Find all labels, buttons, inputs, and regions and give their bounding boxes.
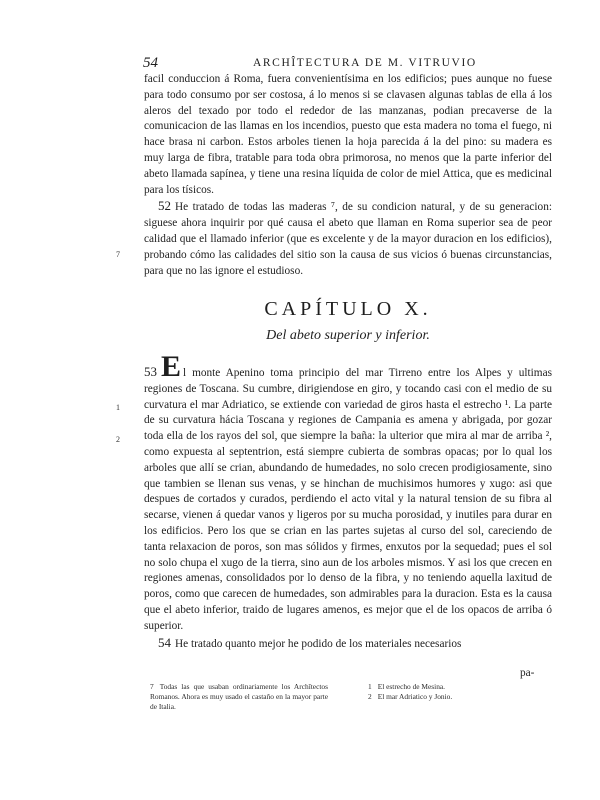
catchword: pa- [520,667,535,679]
drop-cap: E [161,350,182,383]
running-head: ARCHÎTECTURA DE M. VITRUVIO [253,57,477,69]
footnote-text: El estrecho de Mesina. [377,682,446,691]
footnote [368,692,553,702]
paragraph-number: 53 [144,364,157,379]
paragraph-53 [144,350,552,635]
text-block-top [144,72,552,279]
footnote-text: El mar Adriatico y Jonio. [377,692,453,701]
paragraph-54 [144,635,552,653]
paragraph-number: 52 [158,198,171,214]
footnotes-left [150,682,328,712]
paragraph-text: He tratado de todas las maderas ⁷, de su condicion natural, y de su generacion: siguese ahora inquirir por qué causa el abeto que llaman en Roma superior sea de peor calidad que el llamado inferior (que es excelente y de la mayor duracion en los edificios), probando cómo las calidades del sitio son la causa de sus vicios ó buenas circunstancias, para que no las ignore el estudioso. [144,201,552,277]
page-header [143,55,550,73]
footnote-number: 1 [368,682,372,691]
margin-note-mark: 1 [116,403,120,412]
margin-note-mark: 2 [116,435,120,444]
footnote [368,682,553,692]
page-number: 54 [143,55,158,71]
footnote [150,682,328,712]
footnote-number: 7 [150,682,154,691]
footnote-text: Todas las que usaban ordinariamente los Archîtectos Romanos. Ahora es muy usado el castaño en la mayor parte de Italia. [150,682,328,711]
paragraph-text: l monte Apenino toma principio del mar Tirreno entre los Alpes y ultimas regiones de Toscana. Su cumbre, dirigiendose en giro, y tocando casi con el medio de su curvatura el mar Adriatico, se extiende con variedad de giros hasta el estrecho ¹. La parte de su curvatura hácia Toscana y regiones de Campania es amena y abrigada, por gozar toda ella de los rayos del sol, que siempre la baña: la ulterior que mira al mar de arriba ², como expuesta al septentrion, está siempre cubierta de sombras opacas; por lo qual los arboles que allí se crian, abundando de humedades, no solo crecen prodigiosamente, sino que tambien se llenan sus venas, y se hinchan de muchisimos humores y xugo: asi que despues de cortados y curados, perdiendo el acto vital y la natural tension de su fibra al secarse, vienen á quedar vanos y ligeros por su mucha porosidad, y inutiles para durar en los edificios. Pero los que se crian en las partes sujetas al curso del sol, careciendo de tanta relaxacion de poros, son mas sólidos y firmes, enxutos por la sequedad; pues el sol no solo chupa el xugo de la tierra, sino aun de los arboles mismos. Y asi los que crecen en regiones amenas, consolidados por lo denso de la fibra, y no teniendo aquella laxitud de poros, como que carecen de humedades, son admirables para la duracion. Esta es la causa que el abeto inferior, traido de lugares amenos, es mejor que el de los opacos de arriba ó superior. [144,367,552,632]
paragraph-51-continued: facil conduccion á Roma, fuera convenientísima en los edificios; pues aunque no fuese para todo consumo por ser costosa, á lo menos si se clavasen algunas tablas de ella á los aleros del texado por todo el rededor de las manzanas, podian precaverse de la comunicacion de las llamas en los incendios, puesto que esta madera no toma el fuego, ni hace brasa ni carbon. Estos arboles tienen la hoja parecida á la del pino: su madera es muy larga de fibra, tratable para toda obra primorosa, no menos que la parte inferior del abeto llamada sapínea, y tiene una resina líquida de color de miel Attica, que es medicinal para los tísicos. [144,73,552,196]
footnotes-right [368,682,553,702]
footnote-number: 2 [368,692,372,701]
paragraph-number: 54 [158,634,171,650]
paragraph-52 [144,198,552,279]
chapter-title: CAPÍTULO X. [264,298,432,320]
chapter-subtitle: Del abeto superior y inferior. [266,328,430,343]
margin-note-mark: 7 [116,250,120,259]
paragraph-text: He tratado quanto mejor he podido de los materiales necesarios [175,637,462,650]
text-block-bottom [144,350,552,652]
